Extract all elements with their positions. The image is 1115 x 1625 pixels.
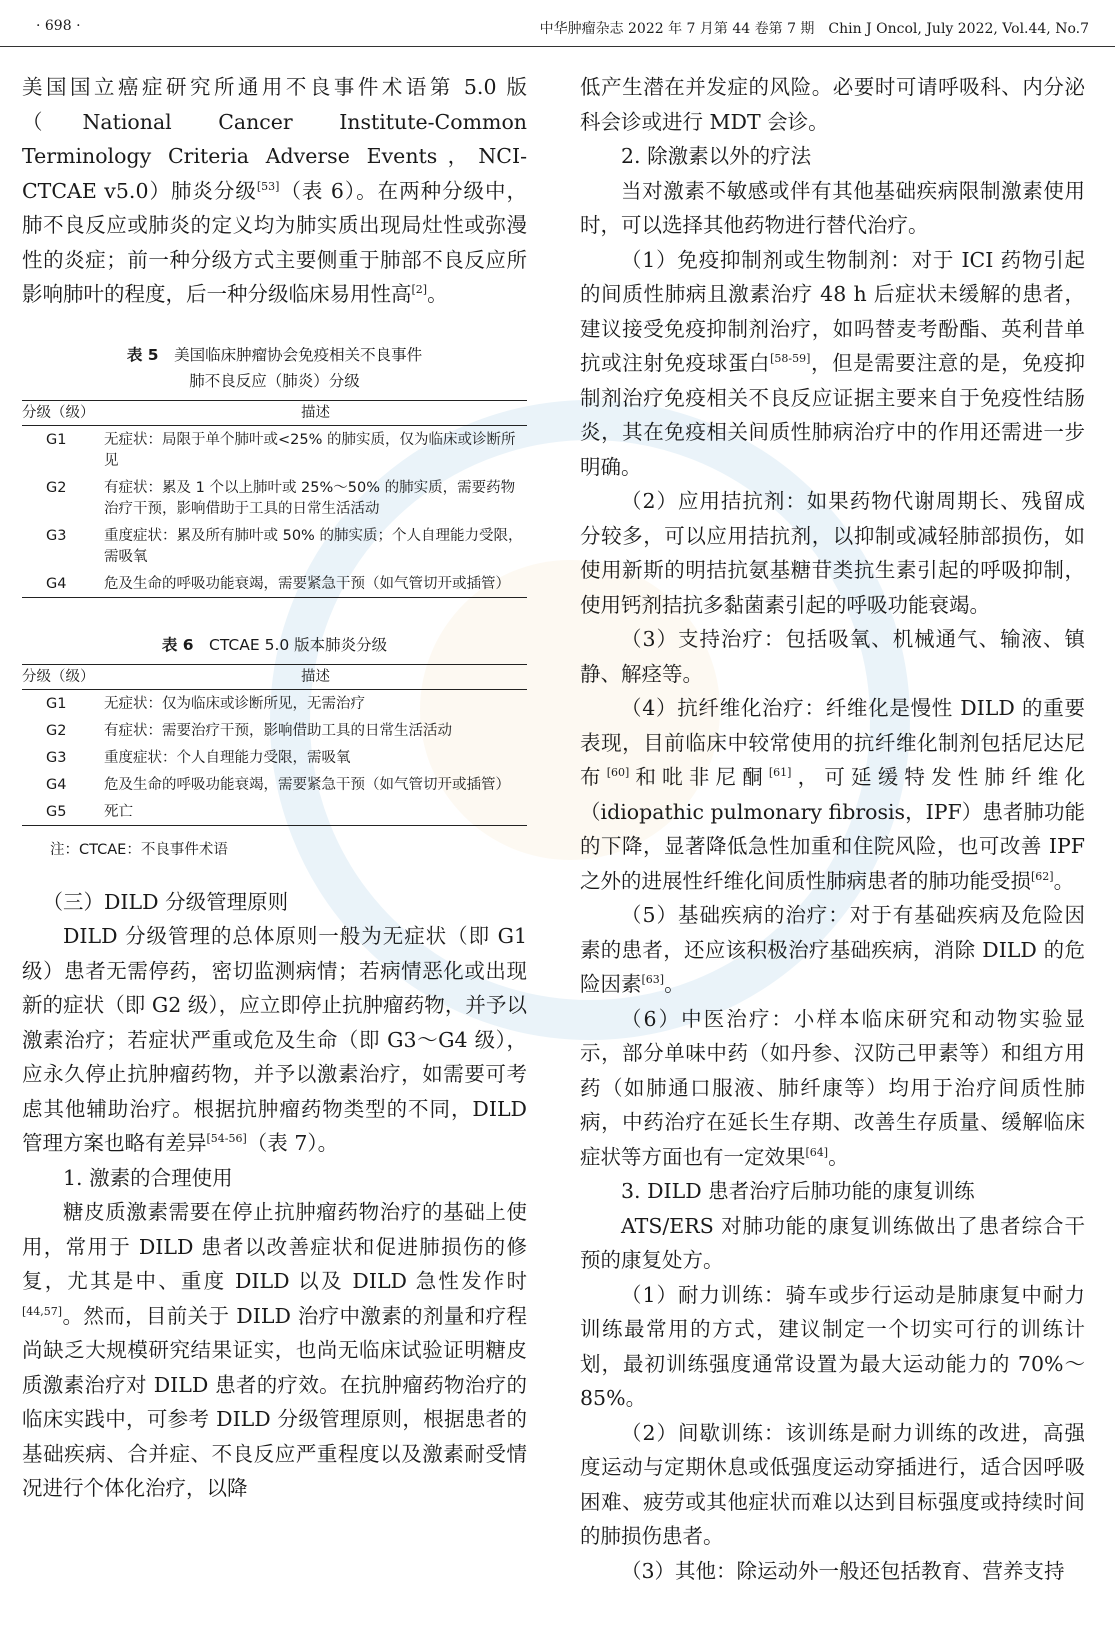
paragraph: 糖皮质激素需要在停止抗肿瘤药物治疗的基础上使用，常用于 DILD 患者以改善症状和促进肺损伤的修复，尤其是中、重度 DILD 以及 DILD 急性发作时[44,57]。然而，目前关于 DILD 治疗中激素的剂量和疗程尚缺乏大规模研究结果证实，也尚无临床试验证明糖皮质激素治疗对 DILD 患者的疗效。在抗肿瘤药物治疗的临床实践中，可参考 DILD 分级管理原则，根据患者的基础疾病、合并症、不良反应严重程度以及激素耐受情况进行个体化治疗，以降 (22, 1200, 527, 1500)
paragraph: （3）支持治疗：包括吸氧、机械通气、输液、镇静、解痉等。 (580, 627, 1085, 686)
table-row: G1 无症状：局限于单个肺叶或<25% 的肺实质，仅为临床或诊断所见 (46, 431, 516, 469)
table6 (22, 664, 527, 826)
table-row: G1 无症状：仅为临床或诊断所见，无需治疗 (46, 695, 365, 712)
left-column (22, 70, 527, 1506)
table-row: G3 重度症状：个人自理能力受限，需吸氧 (46, 749, 351, 766)
table6-title: 表 6 CTCAE 5.0 版本肺炎分级 (161, 635, 388, 654)
journal-citation: 中华肿瘤杂志 2022 年 7 月第 44 卷第 7 期 Chin J Oncol, July 2022, Vol.44, No.7 (539, 21, 1089, 37)
subsection-title: 2. 除激素以外的疗法 (621, 144, 812, 168)
paragraph: 低产生潜在并发症的风险。必要时可请呼吸科、内分泌科会诊或进行 MDT 会诊。 (580, 75, 1085, 134)
table5-title-line2: 肺不良反应（肺炎）分级 (189, 371, 360, 390)
paragraph: （1）耐力训练：骑车或步行运动是肺康复中耐力训练最常用的方式，建议制定一个切实可行的训练计划，最初训练强度通常设置为最大运动能力的 70%～85%。 (580, 1282, 1085, 1410)
paragraph: （2）间歇训练：该训练是耐力训练的改进，高强度运动与定期休息或低强度运动穿插进行，适合因呼吸困难、疲劳或其他症状而难以达到目标强度或持续时间的肺损伤患者。 (580, 1420, 1085, 1548)
paragraph: ATS/ERS 对肺功能的康复训练做出了患者综合干预的康复处方。 (580, 1213, 1085, 1272)
table5-header-grade: 分级（级） (22, 400, 104, 425)
table6-header-grade: 分级（级） (22, 664, 104, 689)
paragraph: （1）免疫抑制剂或生物制剂：对于 ICI 药物引起的间质性肺病且激素治疗 48 h 后症状未缓解的患者，建议接受免疫抑制剂治疗，如吗替麦考酚酯、英利昔单抗或注射免疫球蛋白[58-59]，但是需要注意的是，免疫抑制剂治疗免疫相关不良反应证据主要来自于免疫性结肠炎，其在免疫相关间质性肺病治疗中的作用还需进一步明确。 (580, 247, 1086, 479)
table-row: G3 重度症状：累及所有肺叶或 50% 的肺实质；个人自理能力受限，需吸氧 (46, 527, 523, 565)
table-row: G5 死亡 (46, 803, 133, 820)
paragraph: （5）基础疾病的治疗：对于有基础疾病及危险因素的患者，还应该积极治疗基础疾病，消除 DILD 的危险因素[63]。 (580, 903, 1085, 996)
paragraph: DILD 分级管理的总体原则一般为无症状（即 G1 级）患者无需停药，密切监测病情；若病情恶化或出现新的症状（即 G2 级），应立即停止抗肿瘤药物，并予以激素治疗；若症状严重或危及生命（即 G3～G4 级），应永久停止抗肿瘤药物，并予以激素治疗，如需要可考虑其他辅助治疗。根据抗肿瘤药物类型的不同，DILD 管理方案也略有差异[54-56]（表 7）。 (22, 924, 527, 1155)
table-row: G4 危及生命的呼吸功能衰竭，需要紧急干预（如气管切开或插管） (46, 776, 510, 793)
table5-title: 表 5 美国临床肿瘤协会免疫相关不良事件 (126, 345, 423, 364)
paragraph: 美国国立癌症研究所通用不良事件术语第 5.0 版（National Cancer Institute-Common Terminology Criteria Adverse Events，NCI-CTCAE v5.0）肺炎分级[53]（表 6）。在两种分级中，肺不良反应或肺炎的定义均为肺实质出现局灶性或弥漫性的炎症；前一种分级方式主要侧重于肺部不良反应所影响肺叶的程度，后一种分级临床易用性高[2]。 (22, 75, 528, 306)
paragraph: 当对激素不敏感或伴有其他基础疾病限制激素使用时，可以选择其他药物进行替代治疗。 (580, 178, 1085, 237)
paragraph: （3）其他：除运动外一般还包括教育、营养支持 (621, 1558, 1065, 1583)
paragraph: （2）应用拮抗剂：如果药物代谢周期长、残留成分较多，可以应用拮抗剂，以抑制或减轻肺部损伤，如使用新斯的明拮抗氨基糖苷类抗生素引起的呼吸抑制，使用钙剂拮抗多黏菌素引起的呼吸功能衰竭。 (580, 489, 1085, 617)
table-row: G2 有症状：需要治疗干预，影响借助工具的日常生活活动 (46, 722, 452, 739)
table5-header-desc: 描述 (104, 400, 527, 425)
subsection-title: 1. 激素的合理使用 (63, 1165, 233, 1190)
paragraph: （6）中医治疗：小样本临床研究和动物实验显示，部分单味中药（如丹参、汉防己甲素等）和组方用药（如肺通口服液、肺纤康等）均用于治疗间质性肺病，中药治疗在延长生存期、改善生存质量、缓解临床症状等方面也有一定效果[64]。 (580, 1006, 1085, 1169)
section-title: （三）DILD 分级管理原则 (42, 889, 289, 914)
page-number: · 698 · (36, 18, 81, 34)
subsection-title: 3. DILD 患者治疗后肺功能的康复训练 (621, 1179, 975, 1203)
table5 (22, 400, 527, 598)
table6-header-desc: 描述 (104, 664, 527, 689)
right-column (580, 70, 1085, 1588)
table-row: G4 危及生命的呼吸功能衰竭，需要紧急干预（如气管切开或插管） (46, 575, 510, 592)
running-header (0, 0, 1115, 47)
table-row: G2 有症状：累及 1 个以上肺叶或 25%～50% 的肺实质，需要药物治疗干预，影响借助于工具的日常生活活动 (46, 479, 516, 517)
paragraph: （4）抗纤维化治疗：纤维化是慢性 DILD 的重要表现，目前临床中较常使用的抗纤维化制剂包括尼达尼布[60]和吡非尼酮[61]，可延缓特发性肺纤维化（idiopathic pulmonary fibrosis，IPF）患者肺功能的下降，显著降低急性加重和住院风险，也可改善 IPF 之外的进展性纤维化间质性肺病患者的肺功能受损[62]。 (580, 696, 1086, 893)
table6-note: 注：CTCAE：不良事件术语 (50, 841, 228, 858)
